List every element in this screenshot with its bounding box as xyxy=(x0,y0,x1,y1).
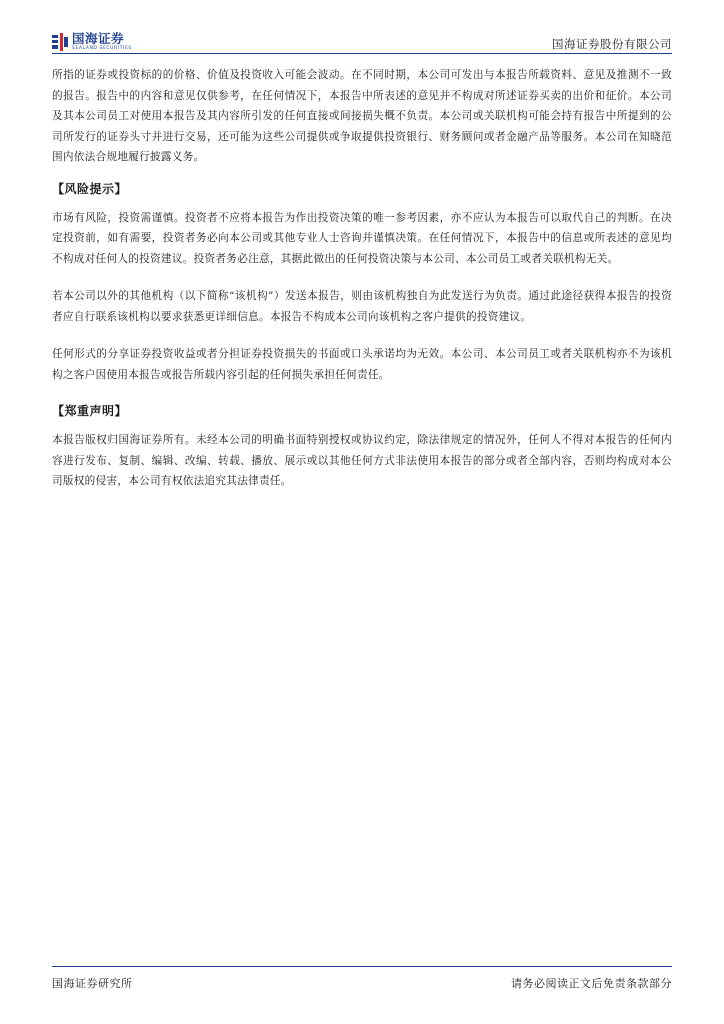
risk-paragraph-3: 任何形式的分享证券投资收益或者分担证券投资损失的书面或口头承诺均为无效。本公司、本公司员工或者关联机构亦不为该机构之客户因使用本报告或报告所载内容引起的任何损失承担任何责任。 xyxy=(52,348,672,381)
company-name: 国海证券股份有限公司 xyxy=(552,37,672,51)
header-divider xyxy=(52,53,672,54)
sealand-logo-icon xyxy=(52,33,68,51)
logo-text-cn: 国海证券 xyxy=(72,31,125,46)
footer-divider xyxy=(52,966,672,967)
footer-disclaimer-note: 请务必阅读正文后免责条款部分 xyxy=(511,977,672,990)
intro-paragraph: 所指的证券或投资标的的价格、价值及投资收入可能会波动。在不同时期，本公司可发出与本报告所载资料、意见及推测不一致的报告。报告中的内容和意见仅供参考，在任何情况下，本报告中所表述的意见并不构成对所述证券买卖的出价和征价。本公司及其本公司员工对使用本报告及其内容所引发的任何直接或间接损失概不负责。本公司或关联机构可能会持有报告中所提到的公司所发行的证券头寸并进行交易，还可能为这些公司提供或争取提供投资银行、财务顾问或者金融产品等服务。本公司在知晓范围内依法合规地履行披露义务。 xyxy=(52,69,672,163)
footer-institute: 国海证券研究所 xyxy=(52,977,133,990)
statement-paragraph-1: 本报告版权归国海证券所有。未经本公司的明确书面特别授权或协议约定，除法律规定的情况外，任何人不得对本报告的任何内容进行发布、复制、编辑、改编、转载、播放、展示或以其他任何方式非法使用本报告的部分或者全部内容，否则均构成对本公司版权的侵害，本公司有权依法追究其法律责任。 xyxy=(52,434,672,487)
risk-paragraph-2: 若本公司以外的其他机构（以下简称“该机构”）发送本报告，则由该机构独自为此发送行为负责。通过此途径获得本报告的投资者应自行联系该机构以要求获悉更详细信息。本报告不构成本公司向该机构之客户提供的投资建议。 xyxy=(52,290,672,323)
page-header xyxy=(0,0,724,56)
document-body xyxy=(52,64,672,509)
logo-text-en: SEALAND SECURITIES xyxy=(72,45,132,51)
risk-section-title: 【风险提示】 xyxy=(52,181,128,196)
company-logo xyxy=(52,31,132,53)
risk-paragraph-1: 市场有风险，投资需谨慎。投资者不应将本报告为作出投资决策的唯一参考因素，亦不应认为本报告可以取代自己的判断。在决定投资前，如有需要，投资者务必向本公司或其他专业人士咨询并谨慎决策。在任何情况下，本报告中的信息或所表述的意见均不构成对任何人的投资建议。投资者务必注意，其据此做出的任何投资决策与本公司、本公司员工或者关联机构无关。 xyxy=(52,211,672,265)
statement-section-title: 【郑重声明】 xyxy=(52,404,128,418)
